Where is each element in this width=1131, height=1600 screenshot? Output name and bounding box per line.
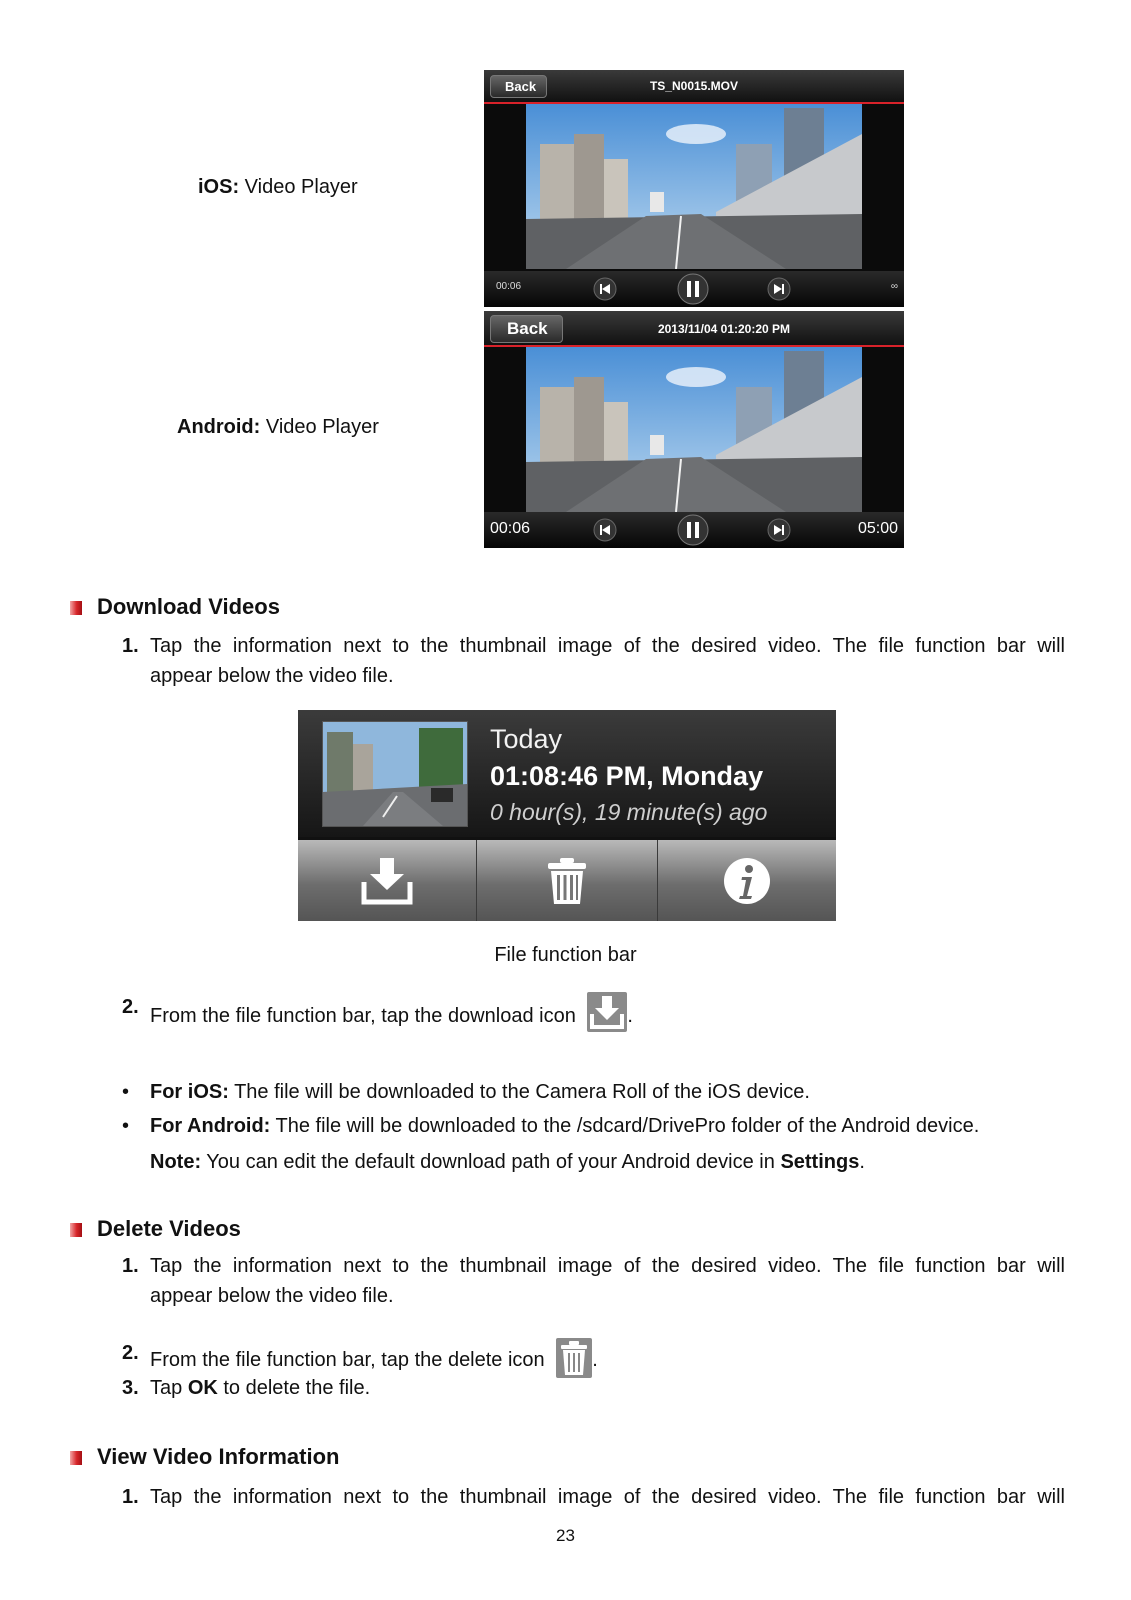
step-number: 3.	[122, 1377, 139, 1399]
download-step1-text-cont: appear below the video file.	[150, 665, 394, 687]
back-button[interactable]: Back	[490, 75, 547, 98]
elapsed-time: 00:06	[490, 520, 531, 537]
previous-button[interactable]	[592, 518, 618, 548]
next-button[interactable]	[766, 518, 792, 548]
file-function-buttons	[298, 840, 836, 921]
dashcam-scene-image	[526, 104, 862, 269]
view-video-information-heading: View Video Information	[97, 1444, 340, 1469]
pause-button[interactable]	[676, 273, 710, 307]
download-path-note: Note: You can edit the default download path of your Android device in Settings.	[150, 1151, 865, 1173]
dashcam-thumbnail-image	[323, 722, 467, 826]
recording-time: 01:08:46 PM, Monday	[490, 761, 764, 791]
download-button[interactable]	[298, 840, 477, 921]
view-info-step1-text: Tap the information next to the thumbnail image of the desired video. The file function bar will	[150, 1486, 1065, 1508]
previous-icon	[592, 277, 618, 301]
step-number: 2.	[122, 1342, 139, 1364]
android-video-player-screenshot	[484, 311, 904, 548]
back-button[interactable]: Back	[490, 315, 563, 343]
delete-step1-text: Tap the information next to the thumbnail image of the desired video. The file function bar will	[150, 1255, 1065, 1277]
info-icon	[722, 856, 772, 906]
pause-icon	[676, 273, 710, 305]
download-icon-inline	[587, 992, 627, 1041]
video-thumbnail	[322, 721, 468, 827]
dashcam-scene-image	[526, 347, 862, 512]
download-icon	[360, 856, 414, 906]
delete-videos-heading: Delete Videos	[97, 1216, 241, 1241]
android-player-label: Android: Video Player	[177, 416, 379, 438]
list-bullet: •	[122, 1115, 130, 1137]
pause-button[interactable]	[676, 514, 710, 548]
download-videos-heading: Download Videos	[97, 594, 280, 619]
video-frame	[526, 347, 862, 512]
video-timestamp-title: 2013/11/04 01:20:20 PM	[657, 322, 791, 336]
delete-step3-text: Tap OK to delete the file.	[150, 1377, 371, 1399]
file-function-bar-caption: File function bar	[494, 944, 637, 966]
download-android-note: For Android: The file will be downloaded to the /sdcard/DrivePro folder of the Android device.	[150, 1115, 980, 1137]
video-frame	[526, 104, 862, 269]
section-bullet-icon	[70, 601, 82, 615]
previous-icon	[592, 518, 618, 542]
elapsed-since-recording: 0 hour(s), 19 minute(s) ago	[490, 799, 768, 825]
step-number: 1.	[122, 1486, 139, 1508]
delete-step1-text-cont: appear below the video file.	[150, 1285, 394, 1307]
next-icon	[766, 518, 792, 542]
delete-step2-text: From the file function bar, tap the delete icon .	[150, 1338, 1065, 1387]
page-number: 23	[556, 1526, 575, 1545]
step-number: 2.	[122, 996, 139, 1018]
section-bullet-icon	[70, 1223, 82, 1237]
video-file-title: TS_N0015.MOV	[649, 79, 739, 93]
pause-icon	[676, 514, 710, 546]
trash-icon	[545, 856, 589, 906]
download-ios-note: For iOS: The file will be downloaded to the Camera Roll of the iOS device.	[150, 1081, 810, 1103]
download-icon	[587, 992, 627, 1032]
total-time: ∞	[890, 281, 898, 292]
download-step2-text: From the file function bar, tap the download icon .	[150, 992, 1065, 1041]
step-number: 1.	[122, 635, 139, 657]
info-button[interactable]	[658, 840, 836, 921]
total-time: 05:00	[857, 520, 898, 537]
section-bullet-icon	[70, 1451, 82, 1465]
delete-button[interactable]	[477, 840, 658, 921]
previous-button[interactable]	[592, 277, 618, 304]
date-label: Today	[490, 724, 563, 754]
trash-icon	[556, 1338, 592, 1378]
step-number: 1.	[122, 1255, 139, 1277]
list-bullet: •	[122, 1081, 130, 1103]
next-button[interactable]	[766, 277, 792, 307]
download-step1-text: Tap the information next to the thumbnail image of the desired video. The file function bar will	[150, 635, 1065, 657]
video-file-entry[interactable]	[298, 710, 836, 837]
file-function-bar-screenshot	[298, 710, 836, 921]
next-icon	[766, 277, 792, 301]
elapsed-time: 00:06	[496, 281, 522, 292]
ios-player-label: iOS: Video Player	[198, 176, 358, 198]
ios-video-player-screenshot	[484, 70, 904, 307]
